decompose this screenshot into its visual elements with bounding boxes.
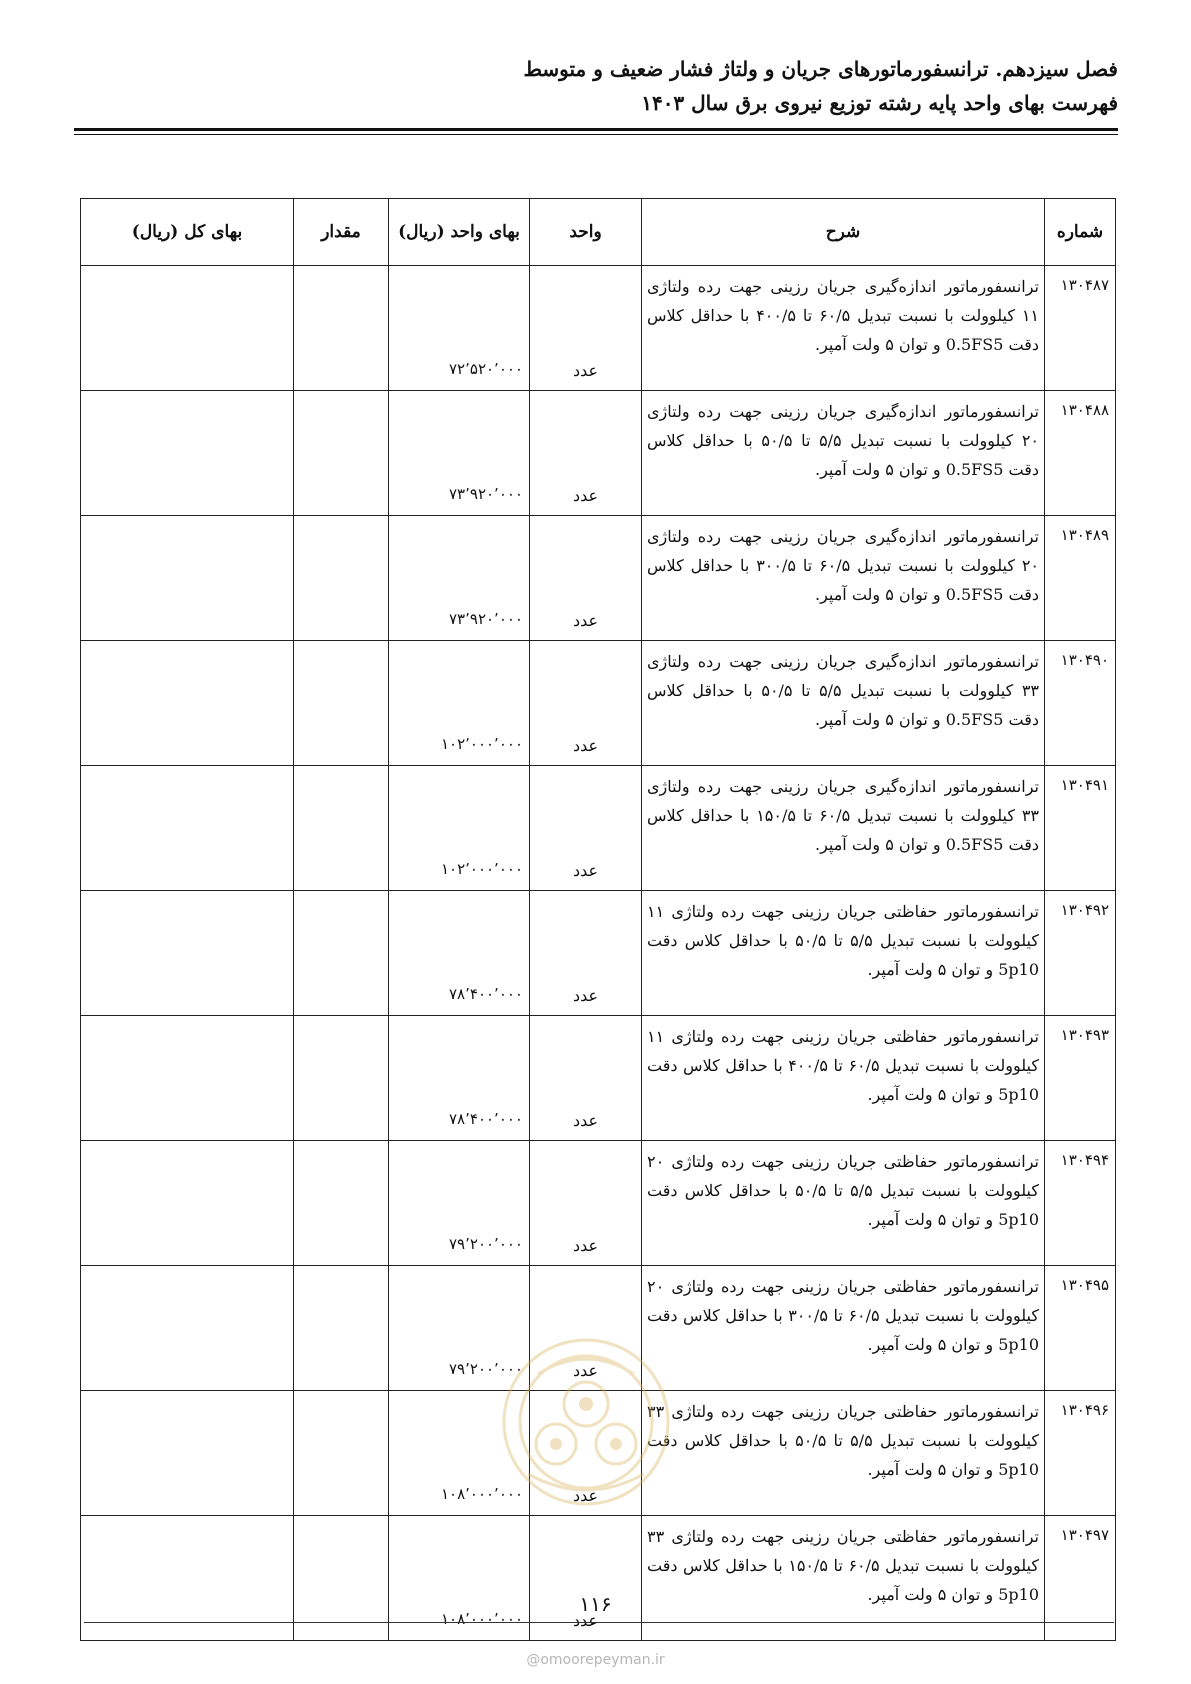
item-description: ترانسفورماتور حفاظتی جریان رزینی جهت رده ولتاژی ۱۱ کیلوولت با نسبت تبدیل ۵/۵ تا ۵۰/۵ با حداقل کلاس دقت 5p10 و توان ۵ ولت آمپر. <box>642 891 1045 1016</box>
column-header-code: شماره <box>1045 199 1116 266</box>
item-unit-price: ۷۸٬۴۰۰٬۰۰۰ <box>389 1016 530 1141</box>
item-code: ۱۳۰۴۹۲ <box>1045 891 1116 1016</box>
column-header-unit: واحد <box>530 199 642 266</box>
page-header <box>74 52 1118 120</box>
item-total-price <box>81 1391 294 1516</box>
item-total-price <box>81 516 294 641</box>
item-quantity <box>294 1266 389 1391</box>
item-description: ترانسفورماتور اندازه‌گیری جریان رزینی جهت رده ولتاژی ۲۰ کیلوولت با نسبت تبدیل ۶۰/۵ تا ۳۰۰/۵ با حداقل کلاس دقت 0.5FS5 و توان ۵ ولت آمپر. <box>642 516 1045 641</box>
item-description: ترانسفورماتور اندازه‌گیری جریان رزینی جهت رده ولتاژی ۳۳ کیلوولت با نسبت تبدیل ۶۰/۵ تا ۱۵۰/۵ با حداقل کلاس دقت 0.5FS5 و توان ۵ ولت آمپر. <box>642 766 1045 891</box>
page-number: ۱۱۶ <box>579 1592 612 1616</box>
item-unit-price: ۱۰۸٬۰۰۰٬۰۰۰ <box>389 1516 530 1641</box>
item-unit: عدد <box>530 1266 642 1391</box>
table-header-row <box>81 199 1116 266</box>
table-row <box>81 766 1116 891</box>
item-quantity <box>294 391 389 516</box>
table-row <box>81 1016 1116 1141</box>
item-total-price <box>81 1016 294 1141</box>
item-description: ترانسفورماتور اندازه‌گیری جریان رزینی جهت رده ولتاژی ۳۳ کیلوولت با نسبت تبدیل ۵/۵ تا ۵۰/۵ با حداقل کلاس دقت 0.5FS5 و توان ۵ ولت آمپر. <box>642 641 1045 766</box>
item-unit-price: ۷۸٬۴۰۰٬۰۰۰ <box>389 891 530 1016</box>
item-code: ۱۳۰۴۹۳ <box>1045 1016 1116 1141</box>
item-code: ۱۳۰۴۸۷ <box>1045 266 1116 391</box>
item-code: ۱۳۰۴۹۷ <box>1045 1516 1116 1641</box>
table-row <box>81 641 1116 766</box>
item-code: ۱۳۰۴۸۸ <box>1045 391 1116 516</box>
table-row <box>81 891 1116 1016</box>
item-unit: عدد <box>530 1391 642 1516</box>
item-total-price <box>81 766 294 891</box>
item-quantity <box>294 1016 389 1141</box>
column-header-description: شرح <box>642 199 1045 266</box>
item-total-price <box>81 891 294 1016</box>
item-code: ۱۳۰۴۹۱ <box>1045 766 1116 891</box>
item-description: ترانسفورماتور اندازه‌گیری جریان رزینی جهت رده ولتاژی ۱۱ کیلوولت با نسبت تبدیل ۶۰/۵ تا ۴۰۰/۵ با حداقل کلاس دقت 0.5FS5 و توان ۵ ولت آمپر. <box>642 266 1045 391</box>
item-code: ۱۳۰۴۸۹ <box>1045 516 1116 641</box>
item-total-price <box>81 391 294 516</box>
item-quantity <box>294 641 389 766</box>
item-unit: عدد <box>530 641 642 766</box>
item-unit: عدد <box>530 891 642 1016</box>
site-watermark: @omoorepeyman.ir <box>526 1652 665 1668</box>
item-unit: عدد <box>530 1141 642 1266</box>
column-header-unit-price: بهای واحد (ریال) <box>389 199 530 266</box>
header-rule-thick <box>74 128 1118 131</box>
item-unit-price: ۷۳٬۹۲۰٬۰۰۰ <box>389 516 530 641</box>
table-row <box>81 516 1116 641</box>
item-description: ترانسفورماتور حفاظتی جریان رزینی جهت رده ولتاژی ۲۰ کیلوولت با نسبت تبدیل ۵/۵ تا ۵۰/۵ با حداقل کلاس دقت 5p10 و توان ۵ ولت آمپر. <box>642 1141 1045 1266</box>
item-description: ترانسفورماتور حفاظتی جریان رزینی جهت رده ولتاژی ۳۳ کیلوولت با نسبت تبدیل ۶۰/۵ تا ۱۵۰/۵ با حداقل کلاس دقت 5p10 و توان ۵ ولت آمپر. <box>642 1516 1045 1641</box>
footer-rule <box>84 1622 1114 1623</box>
item-description: ترانسفورماتور حفاظتی جریان رزینی جهت رده ولتاژی ۱۱ کیلوولت با نسبت تبدیل ۶۰/۵ تا ۴۰۰/۵ با حداقل کلاس دقت 5p10 و توان ۵ ولت آمپر. <box>642 1016 1045 1141</box>
item-code: ۱۳۰۴۹۵ <box>1045 1266 1116 1391</box>
item-quantity <box>294 891 389 1016</box>
item-unit-price: ۷۹٬۲۰۰٬۰۰۰ <box>389 1266 530 1391</box>
item-description: ترانسفورماتور حفاظتی جریان رزینی جهت رده ولتاژی ۲۰ کیلوولت با نسبت تبدیل ۶۰/۵ تا ۳۰۰/۵ با حداقل کلاس دقت 5p10 و توان ۵ ولت آمپر. <box>642 1266 1045 1391</box>
table-row <box>81 391 1116 516</box>
item-unit: عدد <box>530 391 642 516</box>
item-total-price <box>81 1266 294 1391</box>
chapter-title: فصل سیزدهم. ترانسفورماتورهای جریان و ولتاژ فشار ضعیف و متوسط <box>523 57 1118 81</box>
item-unit: عدد <box>530 1516 642 1641</box>
item-unit: عدد <box>530 266 642 391</box>
item-description: ترانسفورماتور حفاظتی جریان رزینی جهت رده ولتاژی ۳۳ کیلوولت با نسبت تبدیل ۵/۵ تا ۵۰/۵ با حداقل کلاس دقت 5p10 و توان ۵ ولت آمپر. <box>642 1391 1045 1516</box>
table-row <box>81 266 1116 391</box>
item-quantity <box>294 266 389 391</box>
table-row <box>81 1141 1116 1266</box>
item-code: ۱۳۰۴۹۶ <box>1045 1391 1116 1516</box>
item-total-price <box>81 641 294 766</box>
item-unit-price: ۷۹٬۲۰۰٬۰۰۰ <box>389 1141 530 1266</box>
item-unit-price: ۷۲٬۵۲۰٬۰۰۰ <box>389 266 530 391</box>
item-unit-price: ۱۰۲٬۰۰۰٬۰۰۰ <box>389 766 530 891</box>
item-quantity <box>294 516 389 641</box>
item-unit: عدد <box>530 516 642 641</box>
price-list-title: فهرست بهای واحد پایه رشته توزیع نیروی برق سال ۱۴۰۳ <box>641 91 1118 115</box>
item-code: ۱۳۰۴۹۴ <box>1045 1141 1116 1266</box>
item-total-price <box>81 266 294 391</box>
item-code: ۱۳۰۴۹۰ <box>1045 641 1116 766</box>
omoorepeyman-seal-icon <box>498 1334 674 1510</box>
item-unit-price: ۷۳٬۹۲۰٬۰۰۰ <box>389 391 530 516</box>
item-unit: عدد <box>530 1016 642 1141</box>
item-unit-price: ۱۰۲٬۰۰۰٬۰۰۰ <box>389 641 530 766</box>
item-quantity <box>294 1391 389 1516</box>
item-quantity <box>294 1141 389 1266</box>
item-unit-price: ۱۰۸٬۰۰۰٬۰۰۰ <box>389 1391 530 1516</box>
item-unit: عدد <box>530 766 642 891</box>
column-header-quantity: مقدار <box>294 199 389 266</box>
item-total-price <box>81 1141 294 1266</box>
item-quantity <box>294 766 389 891</box>
column-header-total-price: بهای کل (ریال) <box>81 199 294 266</box>
header-rule-thin <box>74 134 1118 135</box>
item-description: ترانسفورماتور اندازه‌گیری جریان رزینی جهت رده ولتاژی ۲۰ کیلوولت با نسبت تبدیل ۵/۵ تا ۵۰/۵ با حداقل کلاس دقت 0.5FS5 و توان ۵ ولت آمپر. <box>642 391 1045 516</box>
